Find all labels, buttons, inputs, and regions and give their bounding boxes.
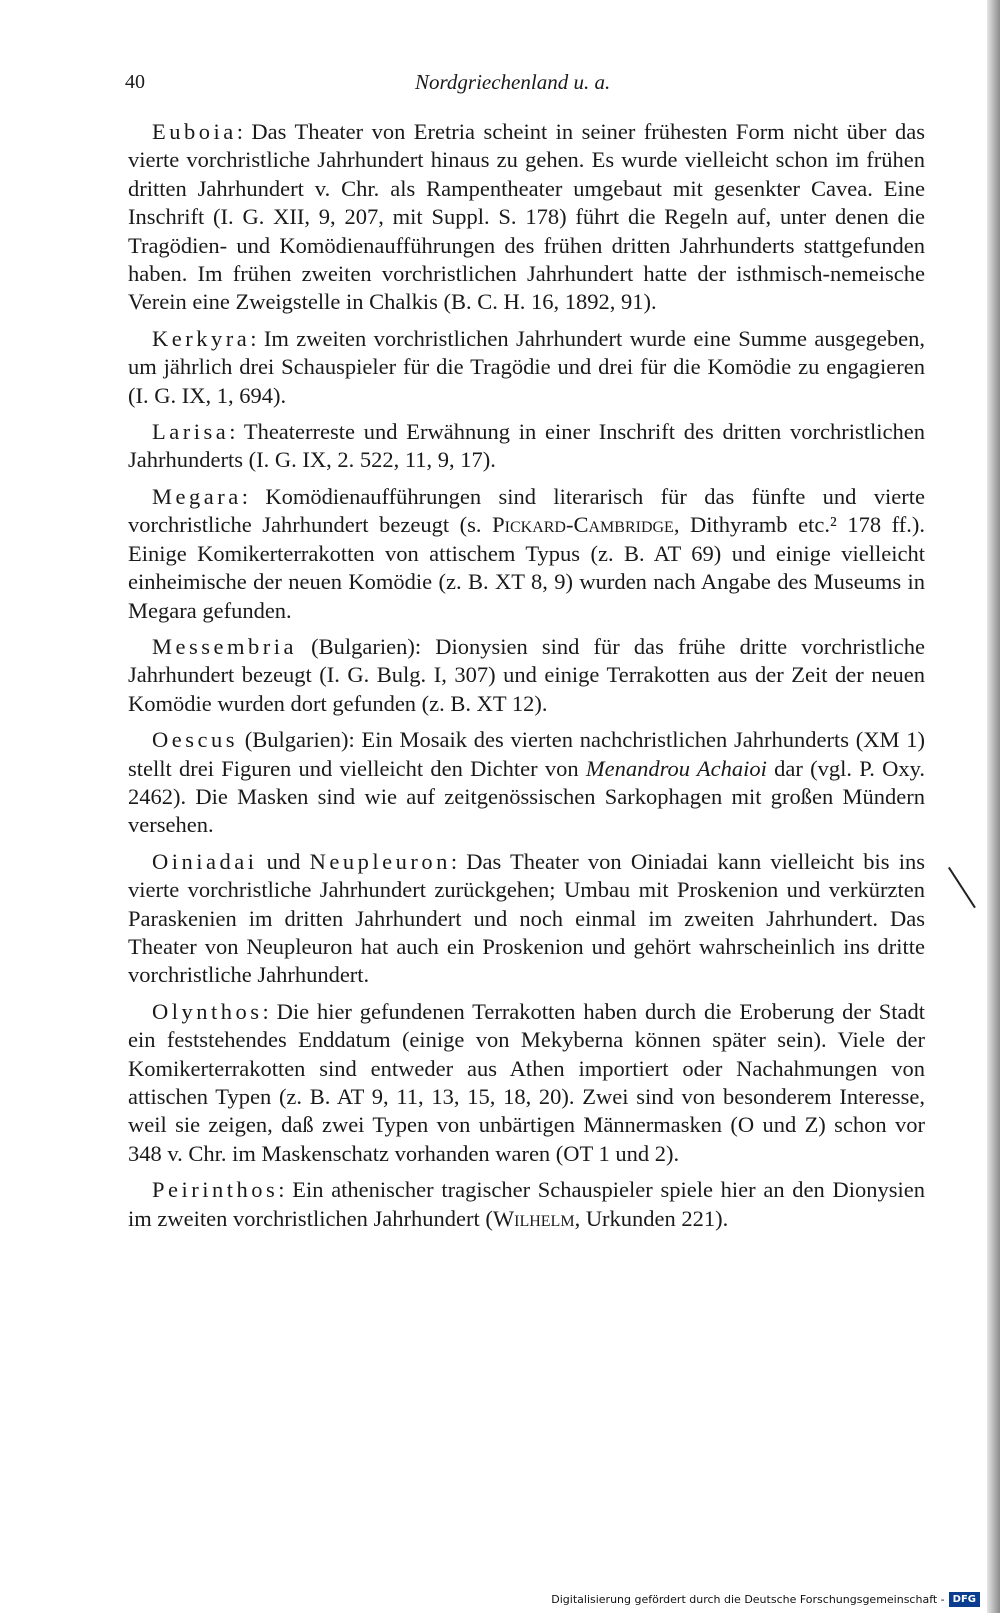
entry-lemma: Olynthos [152,998,263,1024]
entry-paragraph [128,1176,925,1233]
footer-credit: Digitalisierung gefördert durch die Deutsche Forschungsgemeinschaft - [551,1592,945,1606]
entry-text: : Das Theater von Eretria scheint in seiner frühesten Form nicht über das vierte vorchristliche Jahrhundert hinaus zu gehen. Es wurde vielleicht schon im frühen dritten Jahrhundert v. Chr. als Rampentheater umgebaut mit gesenkter Cavea. Eine Inschrift (I. G. XII, 9, 207, mit Suppl. S. 178) führt die Regeln auf, unter denen die Tragödien- und Komödienaufführungen des frühen dritten Jahrhunderts stattgefunden haben. Im frühen zweiten vorchristlichen Jahrhundert hatte der isthmisch-nemeische Verein eine Zweigstelle in Chalkis (B. C. H. 16, 1892, 91). [128,119,925,315]
entry-paragraph [128,483,925,625]
entry-paragraph [128,325,925,410]
running-head: Nordgriechenland u. a. [415,70,611,94]
entry-lemma: Peirinthos [152,1177,279,1203]
body-text [128,118,925,1241]
entry-text: dar (vgl. P. Oxy. 2462). Die Masken sind wie auf zeitgenössischen Sarkophagen mit großen Mündern versehen. [128,755,926,838]
entry-lemma: Kerkyra [152,325,251,351]
entry-lemma: Oiniadai [152,848,258,874]
entry-paragraph [128,848,925,990]
margin-pencil-mark [948,867,976,908]
entry-text: : Im zweiten vorchristlichen Jahrhundert wurde eine Summe ausgegeben, um jährlich drei Schauspieler für die Tragödie und drei für die Komödie zu engagieren (I. G. IX, 1, 694). [128,325,925,408]
digitization-footer [551,1592,980,1607]
author-name: Wilhelm [492,1205,575,1231]
entry-text: : Ein athenischer tragischer Schauspieler spiele hier an den Dionysien im zweiten vorchristlichen Jahrhundert ( [128,1177,925,1231]
entry-lemma: Megara [152,483,242,509]
entry-lemma: Euboia [152,119,237,144]
page-edge-shadow [987,0,1000,1613]
entry-paragraph [128,418,925,475]
entry-paragraph [128,998,925,1168]
entry-text: (Bulgarien): Ein Mosaik des vierten nachchristlichen Jahrhunderts (XM 1) stellt drei Figuren und vielleicht den Dichter von [128,727,925,781]
entry-lemma: Oescus [152,727,238,753]
dfg-logo: DFG [949,1592,980,1607]
entry-lemma: Larisa [152,419,230,445]
entry-text: : Komödienaufführungen sind literarisch für das fünfte und vierte vorchristliche Jahrhundert bezeugt (s. [128,483,925,538]
entry-text: , Dithyramb etc.² 178 ff.). Einige Komikerterrakotten von attischem Typus (z. B. AT 69) und einige vielleicht einheimische der neuen Komödie (z. B. XT 8, 9) wurden nach Angabe des Museums in Megara gefunden. [128,512,925,623]
entry-text: und [257,848,310,874]
entry-paragraph [128,633,925,718]
author-name: Pickard-Cambridge [492,512,674,538]
entry-text: , Urkunden 221). [574,1205,729,1231]
entry-lemma: Neupleuron [309,848,451,874]
entry-text: : Das Theater von Oiniadai kann vielleicht bis ins vierte vorchristliche Jahrhundert zurückgehen; Umbau mit Proskenion und verkürzten Paraskenien im dritten Jahrhundert und noch einmal im zweiten Jahrhundert. Das Theater von Neupleuron hat auch ein Proskenion und gehört wahrscheinlich ins dritte vorchristliche Jahrhundert. [128,848,926,988]
entry-text: : Theaterreste und Erwähnung in einer Inschrift des dritten vorchristlichen Jahrhunderts (I. G. IX, 2. 522, 11, 9, 17). [128,419,925,473]
page-number: 40 [125,71,145,93]
entry-paragraph [128,118,925,317]
entry-paragraph [128,726,925,840]
entry-text: (Bulgarien): Dionysien sind für das frühe dritte vorchristliche Jahrhundert bezeugt (I. G. Bulg. I, 307) und einige Terrakotten aus der Zeit der neuen Komödie wurden dort gefunden (z. B. XT 12). [128,633,925,716]
italic-title: Menandrou Achaioi [585,755,767,781]
entry-lemma: Messembria [152,633,297,659]
entry-text: : Die hier gefundenen Terrakotten haben durch die Eroberung der Stadt ein feststehendes Enddatum (einige von Mekyberna können später sein). Viele der Komikerterrakotten sind entweder aus Athen importiert oder Nachahmungen von attischen Typen (z. B. AT 9, 11, 13, 15, 18, 20). Zwei sind von besonderem Interesse, weil sie zeigen, daß zwei Typen von unbärtigen Männermasken (O und Z) schon vor 348 v. Chr. im Maskenschatz vorhanden waren (OT 1 und 2). [128,998,925,1166]
